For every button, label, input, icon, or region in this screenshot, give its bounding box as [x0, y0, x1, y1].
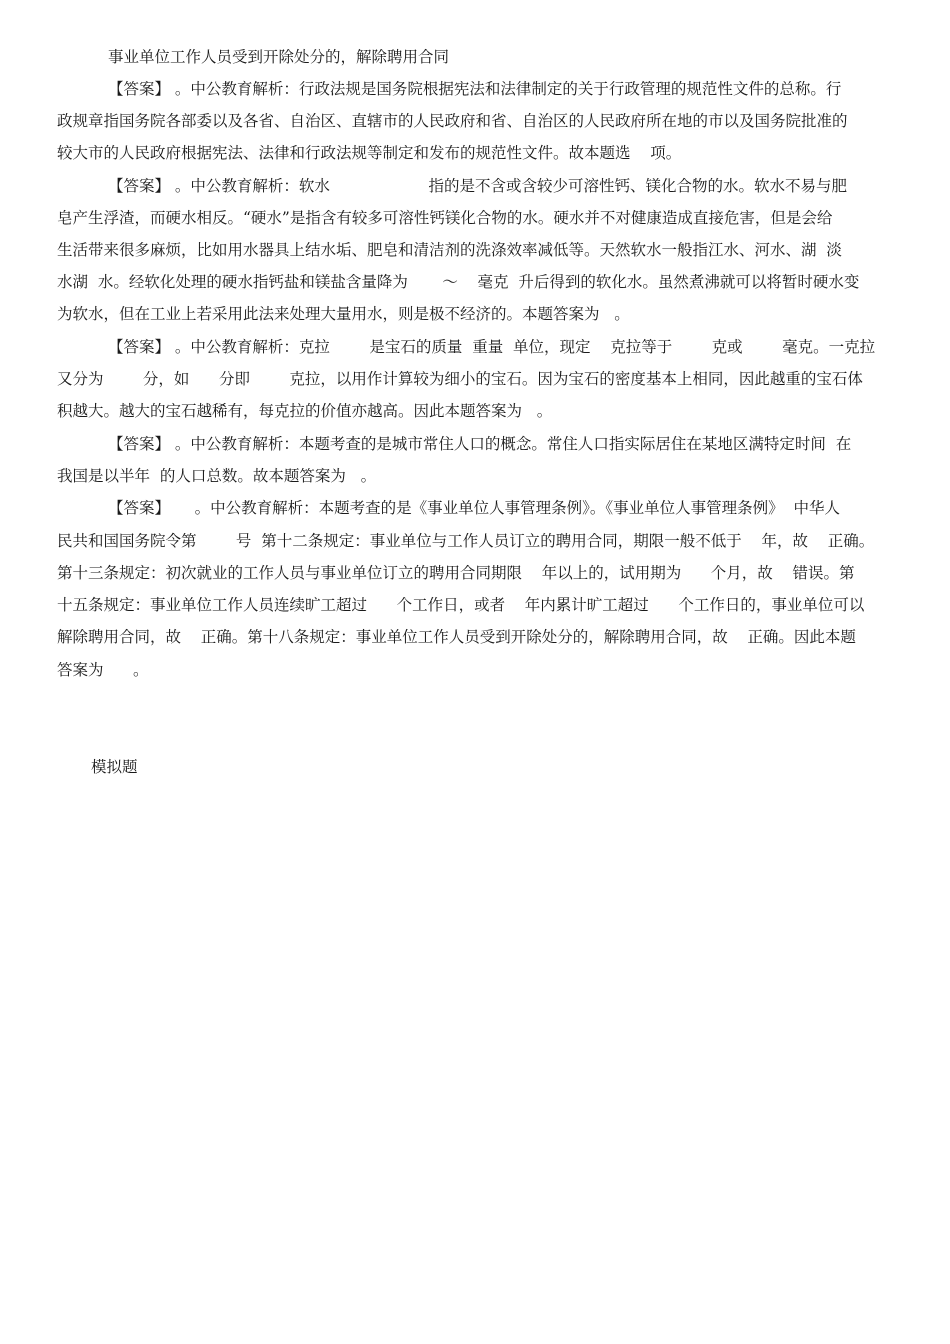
text-line-8: 水湖 水。经软化处理的硬水指钙盐和镁盐含量降为 ～ 毫克 升后得到的软化水。虽然煮沸就可以将暂时硬水变: [57, 273, 860, 291]
text-line-17: 第十三条规定：初次就业的工作人员与事业单位订立的聘用合同期限 年以上的，试用期为 个月，故 错误。第: [57, 564, 855, 582]
section-heading: 模拟题: [91, 758, 138, 776]
text-line-13: 【答案】 。中公教育解析：本题考查的是城市常住人口的概念。常住人口指实际居住在某地区满特定时间 在: [108, 435, 852, 453]
text-line-6: 皂产生浮渣，而硬水相反。“硬水”是指含有较多可溶性钙镁化合物的水。硬水并不对健康造成直接危害，但是会给: [57, 209, 833, 227]
text-line-10: 【答案】 。中公教育解析：克拉 是宝石的质量 重量 单位，现定 克拉等于 克或 毫克。一克拉: [108, 338, 876, 356]
text-line-20: 答案为 。: [57, 661, 149, 679]
text-line-15: 【答案】 。中公教育解析：本题考查的是《事业单位人事管理条例》。《事业单位人事管理条例》 中华人: [108, 499, 840, 517]
text-line-11: 又分为 分，如 分即 克拉，以用作计算较为细小的宝石。因为宝石的密度基本上相同，因此越重的宝石体: [57, 370, 863, 388]
text-line-9: 为软水，但在工业上若采用此法来处理大量用水，则是极不经济的。本题答案为 。: [57, 305, 630, 323]
text-line-18: 十五条规定：事业单位工作人员连续旷工超过 个工作日，或者 年内累计旷工超过 个工作日的，事业单位可以: [57, 596, 865, 614]
text-line-1: 事业单位工作人员受到开除处分的，解除聘用合同: [108, 48, 450, 66]
text-line-19: 解除聘用合同，故 正确。第十八条规定：事业单位工作人员受到开除处分的，解除聘用合同，故 正确。因此本题: [57, 628, 856, 646]
text-line-2: 【答案】 。中公教育解析：行政法规是国务院根据宪法和法律制定的关于行政管理的规范性文件的总称。行: [108, 80, 842, 98]
text-line-16: 民共和国国务院令第 号 第十二条规定：事业单位与工作人员订立的聘用合同，期限一般不低于 年，故 正确。: [57, 532, 875, 550]
text-line-7: 生活带来很多麻烦，比如用水器具上结水垢、肥皂和清洁剂的洗涤效率减低等。天然软水一般指江水、河水、湖 淡: [57, 241, 842, 259]
text-line-12: 积越大。越大的宝石越稀有，每克拉的价值亦越高。因此本题答案为 。: [57, 402, 553, 420]
text-line-3: 政规章指国务院各部委以及各省、自治区、直辖市的人民政府和省、自治区的人民政府所在地的市以及国务院批准的: [57, 112, 848, 130]
text-line-5: 【答案】 。中公教育解析：软水 指的是不含或含较少可溶性钙、镁化合物的水。软水不易与肥: [108, 177, 847, 195]
text-line-4: 较大市的人民政府根据宪法、法律和行政法规等制定和发布的规范性文件。故本题选 项。: [57, 144, 682, 162]
text-line-14: 我国是以半年 的人口总数。故本题答案为 。: [57, 467, 377, 485]
